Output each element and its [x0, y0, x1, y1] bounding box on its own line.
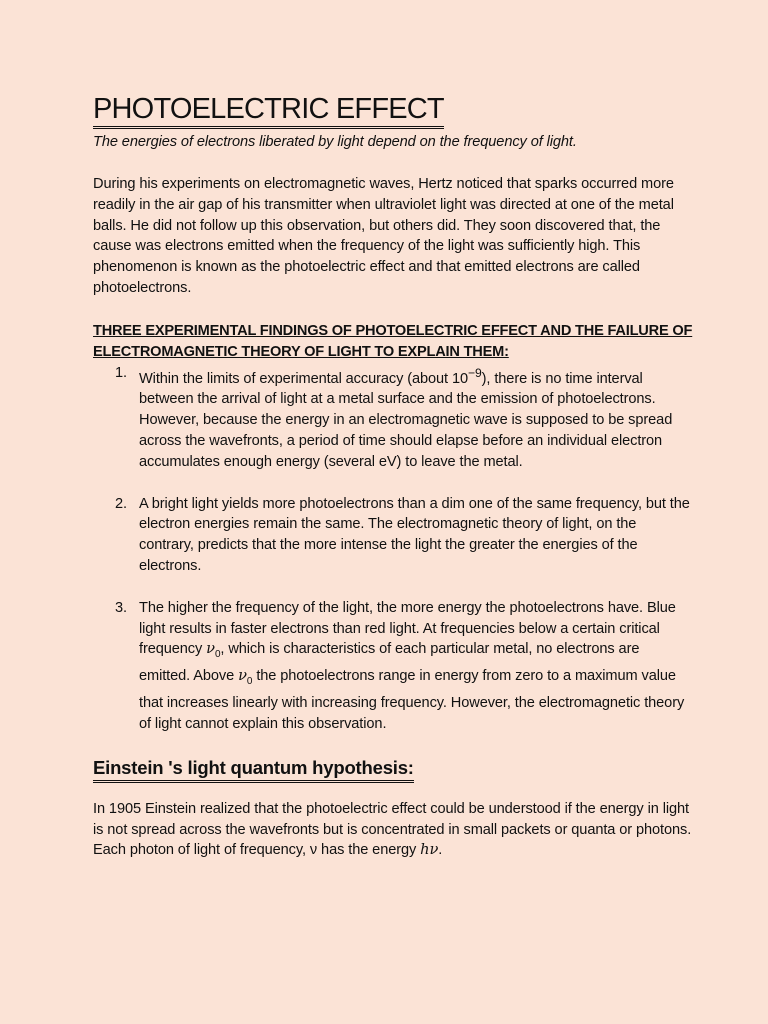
document-page	[93, 92, 693, 861]
page-title: PHOTOELECTRIC EFFECT	[93, 92, 444, 129]
finding-text	[139, 365, 673, 470]
nu-symbol: ν	[238, 667, 247, 685]
intro-paragraph: During his experiments on electromagnetic waves, Hertz noticed that sparks occurred more readily in the air gap of his transmitter when ultraviolet light was directed at one of the metal balls. He did not follow up this observation, but others did. They soon discovered that, the cause was electrons emitted when the frequency of the light was sufficiently high. This phenomenon is known as the photoelectric effect and that emitted electrons are called photoelectrons.	[93, 176, 674, 296]
page-subtitle: The energies of electrons liberated by light depend on the frequency of light.	[93, 134, 577, 150]
finding-text: A bright light yields more photoelectrons than a dim one of the same frequency, but the electron energies remain the same. The electromagnetic theory of light, on the contrary, predicts that the more intense the light the greater the energies of the electrons.	[139, 495, 690, 575]
finding-text	[139, 600, 684, 732]
finding-text-part: the photoelectrons range in energy from zero to a maximum value that increases linearly with increasing frequency. However, the electromagnetic theory of light cannot explain this observation.	[139, 668, 685, 732]
nu-symbol: ν	[206, 640, 215, 658]
einstein-paragraph	[93, 799, 693, 861]
finding-number: 2.	[115, 495, 127, 512]
paragraph-text: .	[438, 842, 443, 859]
finding-text-part: , which is characteristics of each particular metal, no electrons are emitted. Above	[139, 641, 640, 685]
section-heading: Einstein 's light quantum hypothesis:	[93, 756, 414, 783]
finding-text-part: ), there is no time interval between the arrival of light at a metal surface and the emission of photoelectrons. However, because the energy in an electromagnetic wave is supposed to be spread across the wavefronts, a period of time should elapse before an individual electron accumulates enough energy (several eV) to leave the metal.	[139, 370, 673, 470]
finding-text-part: The higher the frequency of the light, the more energy the photoelectrons have. Blue light results in faster electrons than red light. At frequencies below a certain critical frequency	[139, 599, 676, 658]
findings-list	[93, 363, 693, 735]
energy-formula: hν	[420, 841, 439, 859]
exponent: −9	[467, 365, 482, 380]
subscript-zero: 0	[246, 676, 253, 688]
paragraph-text: In 1905 Einstein realized that the photoelectric effect could be understood if the energy in light is not spread across the wavefronts but is concentrated in small packets or quanta or photons. Each photon of light of frequency, ν has the energy	[93, 800, 692, 859]
finding-number: 3.	[115, 599, 127, 616]
finding-item-1	[93, 363, 693, 473]
finding-number: 1.	[115, 364, 127, 381]
subscript-zero: 0	[214, 649, 221, 661]
findings-heading: THREE EXPERIMENTAL FINDINGS OF PHOTOELECTRIC EFFECT AND THE FAILURE OF ELECTROMAGNETIC THEORY OF LIGHT TO EXPLAIN THEM:	[93, 322, 693, 360]
finding-text-part: Within the limits of experimental accuracy (about 10	[139, 370, 468, 387]
finding-item-2	[93, 494, 693, 577]
finding-item-3	[93, 598, 693, 735]
